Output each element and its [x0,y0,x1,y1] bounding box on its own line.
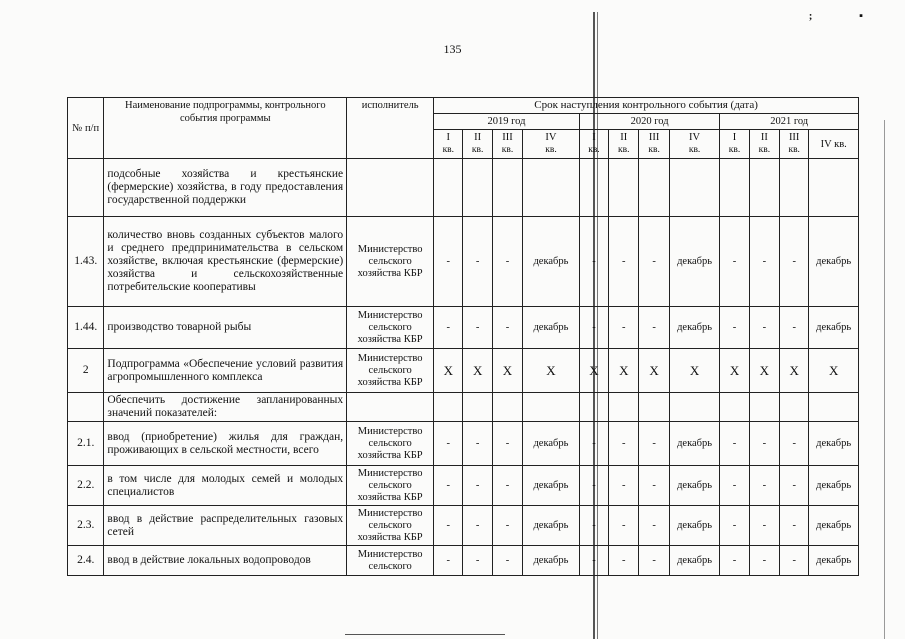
quarter-cell: - [579,546,608,576]
row-executor: Министерство сельского хозяйства КБР [347,506,434,546]
quarter-cell: - [720,307,749,349]
table-row [68,506,859,546]
quarter-cell: декабрь [809,546,859,576]
quarter-cell: - [749,307,779,349]
quarter-cell: X [463,349,492,393]
quarter-sub: кв. [688,145,701,155]
table-row [68,159,859,217]
quarter-cell: - [579,217,608,307]
quarter-cell: декабрь [669,422,720,466]
quarter-cell [492,393,522,422]
control-events-table [67,97,859,576]
quarter-cell: X [523,349,580,393]
quarter-roman: I [732,132,737,143]
quarter-sub: кв. [788,145,800,155]
quarter-cell [609,159,639,217]
quarter-cell: - [609,422,639,466]
quarter-cell: - [434,466,463,506]
header-year: 2019 год [434,114,580,130]
quarter-cell: - [609,466,639,506]
table-row [68,546,859,576]
quarter-cell: - [780,466,809,506]
quarter-cell: X [749,349,779,393]
quarter-cell [809,159,859,217]
row-name: производство товарной рыбы [104,307,347,349]
row-name: Подпрограмма «Обеспечение условий развития агропромышленного комплекса [104,349,347,393]
quarter-cell [492,159,522,217]
table-row [68,349,859,393]
quarter-roman: II [760,132,768,143]
header-num: № п/п [68,98,104,159]
quarter-sub: кв. [442,145,455,155]
quarter-sub: кв. [648,145,660,155]
quarter-cell: декабрь [669,506,720,546]
quarter-sub: кв. [728,145,741,155]
quarter-roman: IV кв. [820,138,847,150]
quarter-cell: - [639,506,669,546]
table-row [68,393,859,422]
header-quarter [463,130,492,159]
quarter-cell: - [749,466,779,506]
header-quarter [492,130,522,159]
quarter-cell [669,393,720,422]
quarter-cell: - [579,422,608,466]
header-quarter [523,130,580,159]
quarter-cell: X [780,349,809,393]
quarter-cell: - [434,307,463,349]
quarter-sub: кв. [588,145,600,155]
quarter-cell: - [492,466,522,506]
quarter-cell [639,159,669,217]
row-executor [347,159,434,217]
quarter-cell: - [434,217,463,307]
header-year: 2021 год [720,114,859,130]
quarter-roman: IV [545,132,557,143]
quarter-cell [749,159,779,217]
quarter-cell: - [434,422,463,466]
quarter-cell: X [669,349,720,393]
quarter-cell [523,159,580,217]
quarter-cell [579,159,608,217]
quarter-cell: - [780,307,809,349]
quarter-cell: - [609,546,639,576]
quarter-cell: - [434,546,463,576]
quarter-sub: кв. [501,145,514,155]
header-quarter [780,130,809,159]
quarter-cell: декабрь [809,307,859,349]
row-number: 2.4. [68,546,104,576]
header-year: 2020 год [579,114,720,130]
quarter-cell: - [492,506,522,546]
quarter-cell: - [463,546,492,576]
quarter-cell: декабрь [809,217,859,307]
quarter-cell: - [492,307,522,349]
quarter-cell: - [609,506,639,546]
quarter-cell: декабрь [523,217,580,307]
scan-artifact-line [345,634,505,635]
table-row [68,307,859,349]
quarter-roman: I [446,132,451,143]
quarter-cell: X [720,349,749,393]
quarter-cell: декабрь [523,466,580,506]
quarter-cell [434,393,463,422]
quarter-cell: - [720,506,749,546]
quarter-cell: - [639,422,669,466]
quarter-cell: - [609,217,639,307]
quarter-cell: декабрь [523,422,580,466]
quarter-cell [579,393,608,422]
quarter-cell: декабрь [523,506,580,546]
header-name: Наименование подпрограммы, контрольного события программы [104,98,347,159]
quarter-cell: X [809,349,859,393]
header-quarter [609,130,639,159]
quarter-cell: - [720,546,749,576]
quarter-cell [809,393,859,422]
quarter-cell [463,393,492,422]
header-executor: исполнитель [347,98,434,159]
row-number: 1.43. [68,217,104,307]
quarter-cell: декабрь [669,466,720,506]
row-number: 2.3. [68,506,104,546]
quarter-cell: - [463,466,492,506]
quarter-cell: - [463,422,492,466]
quarter-cell [523,393,580,422]
row-name: в том числе для молодых семей и молодых специалистов [104,466,347,506]
row-name: ввод в действие распределительных газовых сетей [104,506,347,546]
row-executor: Министерство сельского [347,546,434,576]
row-number [68,393,104,422]
quarter-cell: - [579,466,608,506]
quarter-cell: - [492,217,522,307]
quarter-cell: декабрь [809,422,859,466]
quarter-cell: - [780,546,809,576]
quarter-cell: декабрь [669,546,720,576]
quarter-cell: декабрь [669,217,720,307]
quarter-cell: - [609,307,639,349]
row-name: ввод (приобретение) жилья для граждан, проживающих в сельской местности, всего [104,422,347,466]
quarter-cell: - [579,307,608,349]
quarter-cell [720,393,749,422]
quarter-cell: - [639,546,669,576]
quarter-cell: - [463,307,492,349]
quarter-cell: - [720,422,749,466]
quarter-cell: - [780,422,809,466]
quarter-sub: кв. [545,145,557,155]
header-quarter [579,130,608,159]
corner-marks: ; ▪ [808,10,885,22]
quarter-roman: II [620,132,628,143]
quarter-cell: X [492,349,522,393]
quarter-cell: X [639,349,669,393]
row-name: Обеспечить достижение запланированных значений показателей: [104,393,347,422]
quarter-cell: - [434,506,463,546]
row-executor: Министерство сельского хозяйства КБР [347,349,434,393]
quarter-cell: - [492,422,522,466]
row-executor: Министерство сельского хозяйства КБР [347,307,434,349]
row-executor: Министерство сельского хозяйства КБР [347,422,434,466]
quarter-cell: - [463,217,492,307]
row-number: 2.1. [68,422,104,466]
quarter-cell [639,393,669,422]
header-quarter [639,130,669,159]
quarter-cell: декабрь [523,307,580,349]
row-executor: Министерство сельского хозяйства КБР [347,466,434,506]
quarter-cell [749,393,779,422]
table-row [68,466,859,506]
quarter-cell [780,159,809,217]
row-executor [347,393,434,422]
quarter-roman: IV [689,132,701,143]
quarter-cell: - [749,217,779,307]
quarter-sub: кв. [471,145,484,155]
quarter-roman: II [474,132,482,143]
row-number [68,159,104,217]
row-number: 2 [68,349,104,393]
row-name: подсобные хозяйства и крестьянские (фермерские) хозяйства, в году предоставления государственной поддержки [104,159,347,217]
quarter-cell: - [720,217,749,307]
quarter-cell: декабрь [809,466,859,506]
quarter-cell [720,159,749,217]
quarter-cell: - [492,546,522,576]
quarter-roman: III [648,132,660,143]
quarter-cell: - [749,546,779,576]
quarter-cell: - [720,466,749,506]
row-name: ввод в действие локальных водопроводов [104,546,347,576]
row-name: количество вновь созданных субъектов малого и среднего предпринимательства в сельском хозяйстве, включая крестьянские (фермерские) хозяйства и сельскохозяйственные потребительские кооперативы [104,217,347,307]
quarter-cell [780,393,809,422]
quarter-cell: X [609,349,639,393]
quarter-cell: декабрь [809,506,859,546]
quarter-roman: I [592,132,596,143]
quarter-cell: - [579,506,608,546]
quarter-sub: кв. [758,145,771,155]
quarter-cell: X [434,349,463,393]
quarter-cell [609,393,639,422]
header-deadline: Срок наступления контрольного события (дата) [434,98,859,114]
quarter-cell: - [463,506,492,546]
header-quarter [749,130,779,159]
header-quarter [809,130,859,159]
row-number: 1.44. [68,307,104,349]
quarter-cell [463,159,492,217]
quarter-sub: кв. [618,145,630,155]
quarter-cell: - [639,217,669,307]
quarter-cell: - [639,307,669,349]
quarter-cell [434,159,463,217]
table-row [68,422,859,466]
quarter-cell: - [780,217,809,307]
quarter-cell: X [579,349,608,393]
quarter-cell: - [749,506,779,546]
quarter-cell: декабрь [669,307,720,349]
header-quarter [669,130,720,159]
quarter-cell: - [780,506,809,546]
row-number: 2.2. [68,466,104,506]
quarter-roman: III [502,132,513,143]
page-number: 135 [443,42,462,56]
quarter-cell: - [749,422,779,466]
header-quarter [434,130,463,159]
quarter-cell: декабрь [523,546,580,576]
header-quarter [720,130,749,159]
row-executor: Министерство сельского хозяйства КБР [347,217,434,307]
quarter-cell: - [639,466,669,506]
quarter-roman: III [788,132,800,143]
quarter-cell [669,159,720,217]
scan-artifact-line [884,120,885,639]
table-row [68,217,859,307]
